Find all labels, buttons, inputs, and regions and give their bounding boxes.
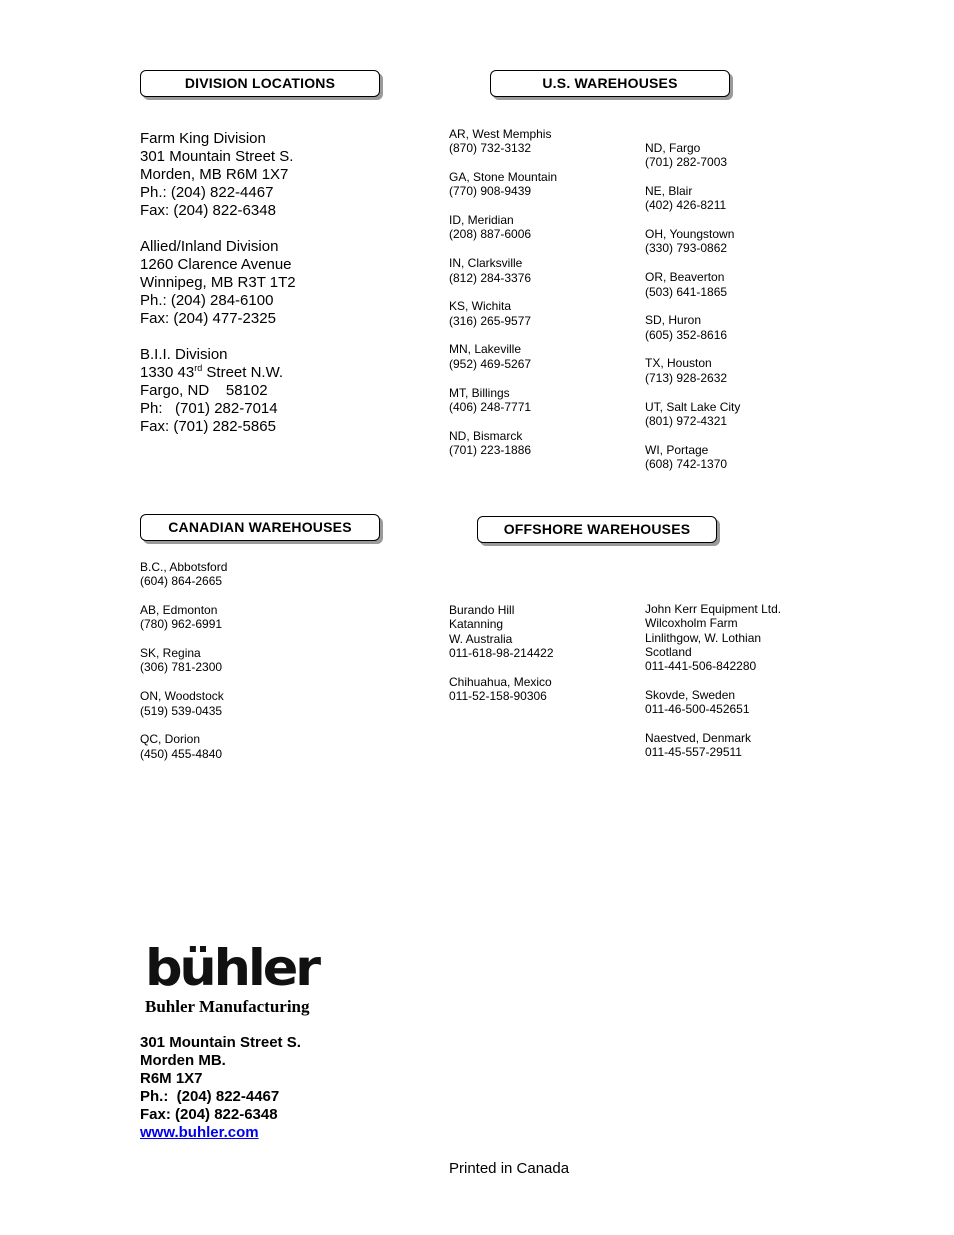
- warehouse-phone: (503) 641-1865: [645, 284, 728, 299]
- division-phone: Ph.: (204) 822-4467: [140, 184, 274, 201]
- warehouse-entry: [449, 213, 557, 242]
- canadian-warehouses-header: CANADIAN WAREHOUSES: [140, 514, 380, 541]
- division-name: Farm King Division: [140, 130, 266, 147]
- offshore-warehouses-col2: [645, 602, 781, 774]
- division-fax: Fax: (204) 477-2325: [140, 310, 276, 327]
- warehouse-location: OH, Youngstown: [645, 227, 735, 242]
- warehouse-phone: (780) 962-6991: [140, 617, 223, 632]
- warehouse-phone: (306) 781-2300: [140, 660, 223, 675]
- warehouse-line: Scotland: [645, 644, 692, 659]
- warehouse-phone: (701) 223-1886: [449, 442, 532, 457]
- footer-address: [140, 1034, 301, 1142]
- warehouse-location: WI, Portage: [645, 442, 709, 457]
- us-warehouses-header: U.S. WAREHOUSES: [490, 70, 730, 97]
- warehouse-entry: [449, 386, 557, 415]
- warehouse-phone: (450) 455-4840: [140, 746, 223, 761]
- warehouse-line: Linlithgow, W. Lothian: [645, 630, 762, 645]
- warehouse-location: ND, Bismarck: [449, 428, 523, 443]
- footer-postal: R6M 1X7: [140, 1070, 203, 1087]
- division-phone: Ph.: (204) 284-6100: [140, 292, 274, 309]
- warehouse-entry: [645, 313, 740, 342]
- division-name: Allied/Inland Division: [140, 238, 279, 255]
- division-entry: [140, 130, 296, 220]
- warehouse-phone: (870) 732-3132: [449, 141, 532, 156]
- warehouse-location: SD, Huron: [645, 313, 702, 328]
- warehouse-location: TX, Houston: [645, 356, 712, 371]
- division-locations-header: DIVISION LOCATIONS: [140, 70, 380, 97]
- warehouse-entry: [645, 731, 781, 760]
- division-list: [140, 130, 296, 454]
- warehouse-phone: (316) 265-9577: [449, 313, 532, 328]
- warehouse-entry: [140, 646, 227, 675]
- warehouse-entry: [140, 689, 227, 718]
- warehouse-phone: 011-441-506-842280: [645, 659, 757, 674]
- warehouse-entry: [449, 675, 554, 704]
- warehouse-line: Naestved, Denmark: [645, 731, 752, 746]
- buhler-logo: bühler: [145, 939, 318, 997]
- warehouse-location: UT, Salt Lake City: [645, 399, 741, 414]
- warehouse-entry: [449, 603, 554, 660]
- warehouse-phone: (952) 469-5267: [449, 356, 532, 371]
- warehouse-line: Wilcoxholm Farm: [645, 616, 738, 631]
- division-city: Winnipeg, MB R3T 1T2: [140, 274, 296, 291]
- division-name: B.I.I. Division: [140, 346, 228, 363]
- warehouse-entry: [645, 184, 740, 213]
- warehouse-phone: (605) 352-8616: [645, 327, 728, 342]
- warehouse-entry: [449, 429, 557, 458]
- warehouse-location: ND, Fargo: [645, 141, 701, 155]
- warehouse-phone: 011-618-98-214422: [449, 645, 554, 660]
- division-city: Fargo, ND 58102: [140, 382, 268, 399]
- warehouse-entry: [449, 342, 557, 371]
- warehouse-location: KS, Wichita: [449, 299, 512, 314]
- warehouse-phone: 011-52-158-90306: [449, 688, 547, 703]
- division-entry: [140, 346, 296, 436]
- division-street: 301 Mountain Street S.: [140, 148, 294, 165]
- warehouse-line: Burando Hill: [449, 603, 515, 617]
- offshore-warehouses-col1: [449, 603, 554, 718]
- warehouse-phone: (208) 887-6006: [449, 227, 532, 242]
- division-street: 1260 Clarence Avenue: [140, 256, 292, 273]
- warehouse-phone: (604) 864-2665: [140, 574, 223, 589]
- warehouse-entry: [645, 141, 740, 170]
- warehouse-entry: [140, 560, 227, 589]
- warehouse-location: ON, Woodstock: [140, 689, 224, 704]
- warehouse-entry: [449, 127, 557, 156]
- warehouse-phone: 011-45-557-29511: [645, 745, 742, 760]
- warehouse-location: ID, Meridian: [449, 213, 514, 228]
- division-city: Morden, MB R6M 1X7: [140, 166, 289, 183]
- warehouse-phone: (608) 742-1370: [645, 456, 728, 471]
- warehouse-phone: 011-46-500-452651: [645, 702, 750, 717]
- warehouse-line: Chihuahua, Mexico: [449, 674, 552, 689]
- footer-phone: Ph.: (204) 822-4467: [140, 1088, 280, 1105]
- warehouse-location: NE, Blair: [645, 184, 693, 199]
- warehouse-location: SK, Regina: [140, 646, 201, 661]
- us-warehouses-col2: [645, 141, 740, 486]
- footer-city: Morden MB.: [140, 1052, 226, 1069]
- canadian-warehouses: [140, 560, 227, 775]
- warehouse-entry: [140, 732, 227, 761]
- warehouse-line: Katanning: [449, 617, 504, 632]
- warehouse-location: GA, Stone Mountain: [449, 170, 558, 185]
- warehouse-entry: [645, 227, 740, 256]
- footer-street: 301 Mountain Street S.: [140, 1034, 301, 1051]
- division-entry: [140, 238, 296, 328]
- footer-fax: Fax: (204) 822-6348: [140, 1106, 278, 1123]
- warehouse-line: John Kerr Equipment Ltd.: [645, 602, 782, 616]
- warehouse-entry: [645, 688, 781, 717]
- warehouse-phone: (770) 908-9439: [449, 184, 532, 199]
- warehouse-entry: [140, 603, 227, 632]
- warehouse-phone: (801) 972-4321: [645, 413, 728, 428]
- warehouse-location: IN, Clarksville: [449, 256, 523, 271]
- warehouse-entry: [645, 400, 740, 429]
- warehouse-phone: (701) 282-7003: [645, 155, 728, 170]
- division-fax: Fax: (701) 282-5865: [140, 418, 276, 435]
- division-street: 1330 43rd Street N.W.: [140, 363, 284, 381]
- warehouse-location: OR, Beaverton: [645, 270, 725, 285]
- website-link[interactable]: www.buhler.com: [140, 1124, 259, 1141]
- warehouse-location: AB, Edmonton: [140, 603, 218, 618]
- warehouse-entry: [449, 299, 557, 328]
- printed-in-canada: Printed in Canada: [449, 1160, 570, 1177]
- warehouse-phone: (812) 284-3376: [449, 270, 532, 285]
- warehouse-entry: [645, 443, 740, 472]
- warehouse-entry: [449, 170, 557, 199]
- warehouse-line: W. Australia: [449, 631, 513, 646]
- division-phone: Ph: (701) 282-7014: [140, 400, 278, 417]
- offshore-warehouses-header: OFFSHORE WAREHOUSES: [477, 516, 717, 543]
- warehouse-entry: [645, 356, 740, 385]
- warehouse-phone: (713) 928-2632: [645, 370, 728, 385]
- warehouse-phone: (519) 539-0435: [140, 703, 223, 718]
- warehouse-location: AR, West Memphis: [449, 127, 552, 141]
- warehouse-phone: (402) 426-8211: [645, 198, 727, 213]
- warehouse-line: Skovde, Sweden: [645, 687, 736, 702]
- warehouse-entry: [645, 270, 740, 299]
- warehouse-phone: (330) 793-0862: [645, 241, 728, 256]
- warehouse-entry: [645, 602, 781, 673]
- warehouse-location: MN, Lakeville: [449, 342, 522, 357]
- division-fax: Fax: (204) 822-6348: [140, 202, 276, 219]
- company-name: Buhler Manufacturing: [145, 997, 310, 1016]
- warehouse-location: MT, Billings: [449, 385, 510, 400]
- warehouse-location: QC, Dorion: [140, 732, 201, 747]
- us-warehouses-col1: [449, 127, 557, 472]
- warehouse-location: B.C., Abbotsford: [140, 560, 228, 574]
- warehouse-phone: (406) 248-7771: [449, 399, 532, 414]
- warehouse-entry: [449, 256, 557, 285]
